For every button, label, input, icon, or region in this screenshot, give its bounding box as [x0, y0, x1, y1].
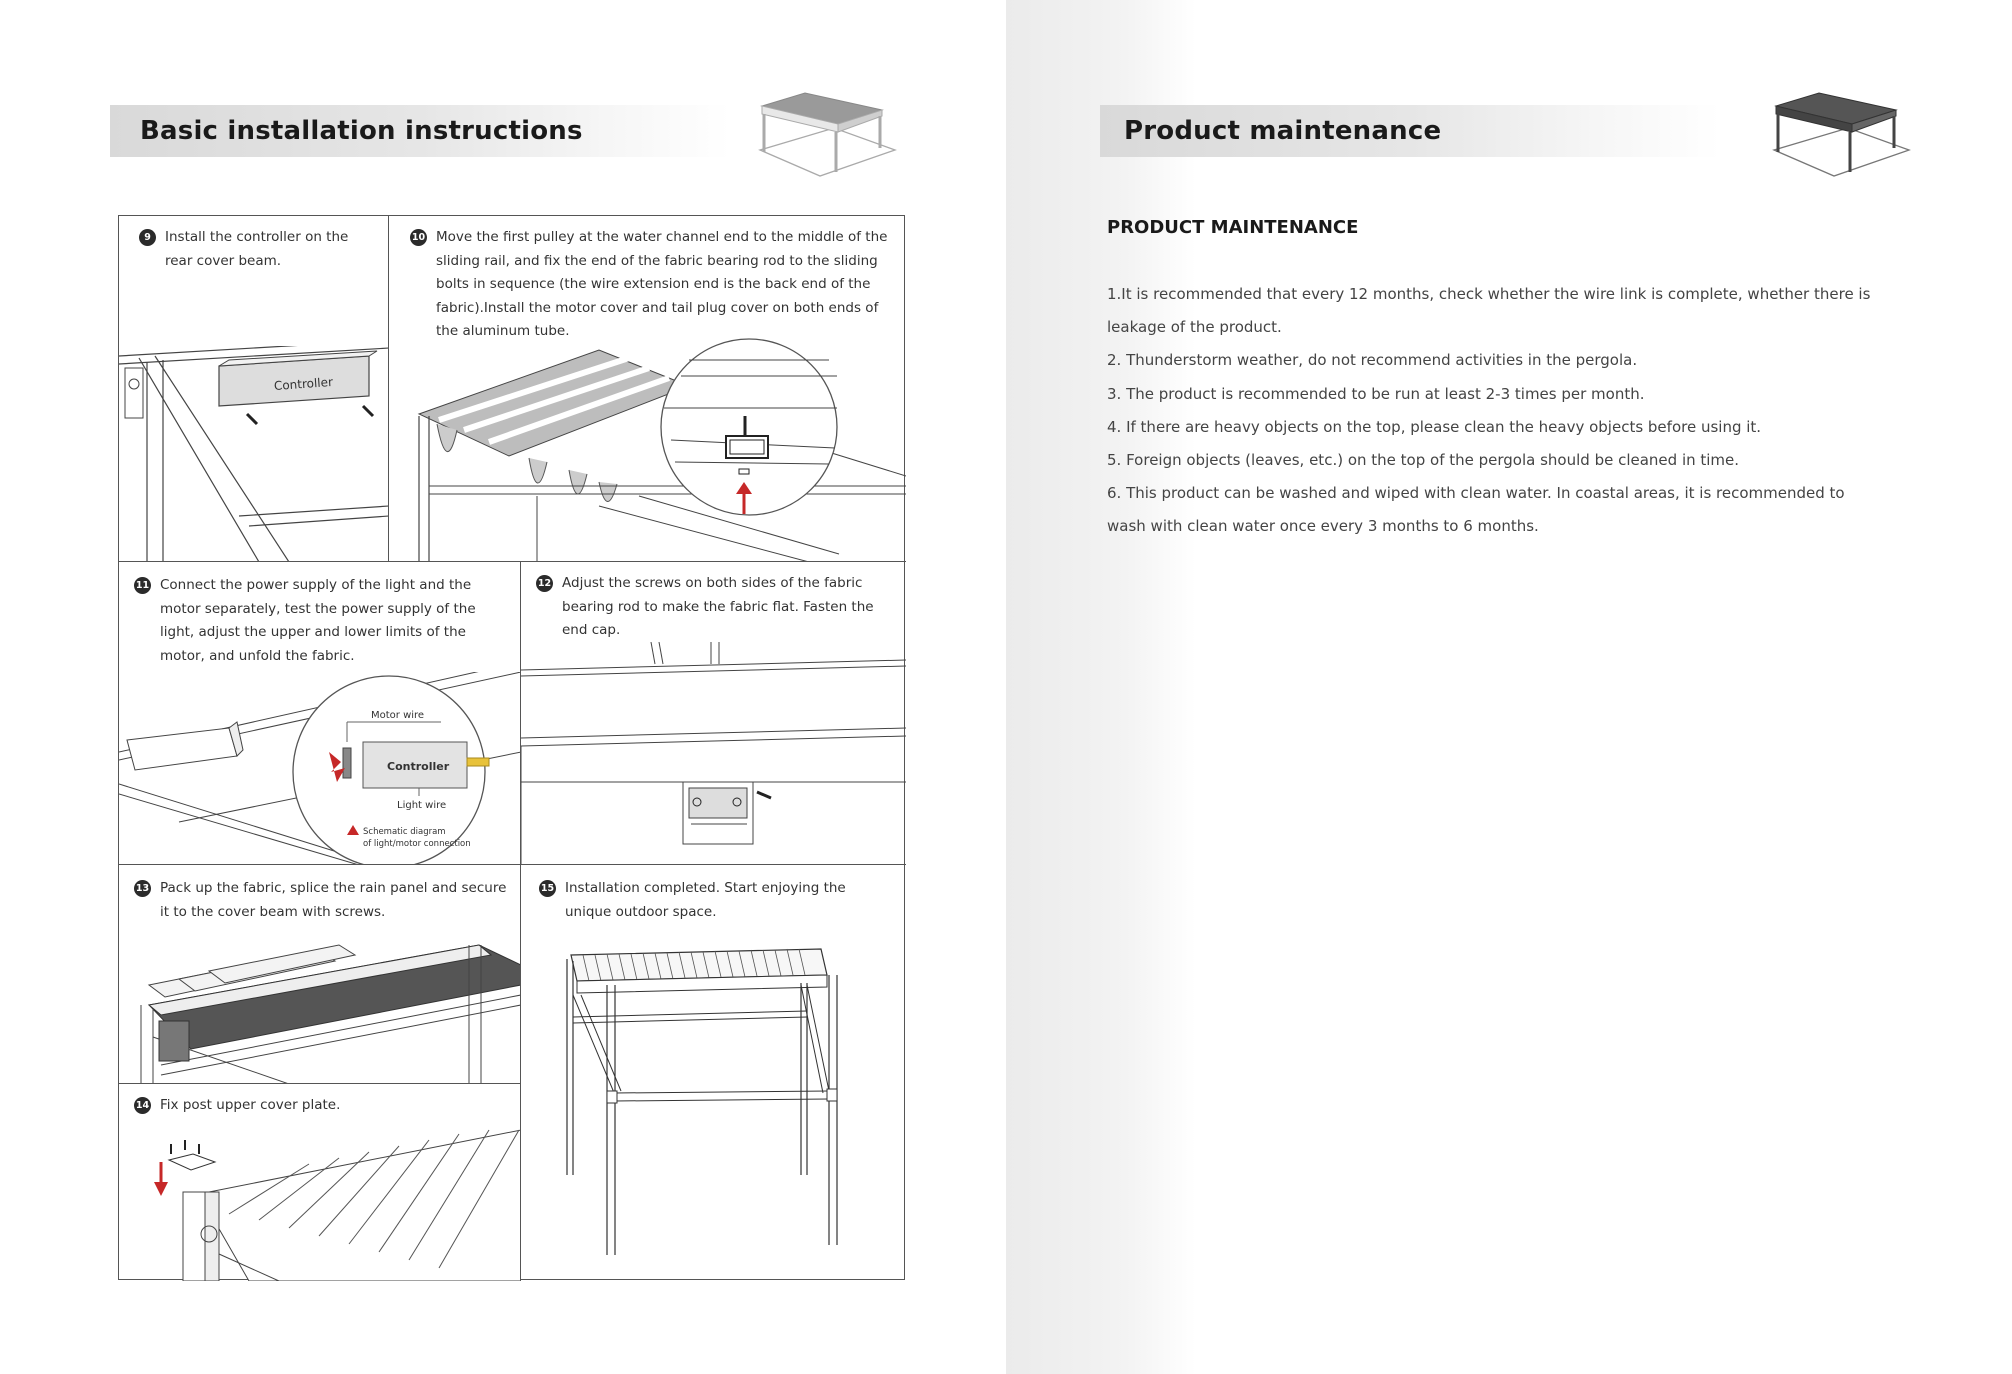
step-13-number: 13: [134, 880, 151, 897]
step-14-number: 14: [134, 1097, 151, 1114]
step-14-text-block: [135, 1094, 510, 1118]
maintenance-item: 5. Foreign objects (leaves, etc.) on the top of the pergola should be cleaned in time.: [1107, 451, 1740, 470]
maintenance-heading: PRODUCT MAINTENANCE: [1107, 217, 1359, 238]
left-header-bar: [110, 105, 730, 157]
step-9-text-block: [144, 226, 375, 273]
step-11-cell: [119, 562, 521, 865]
step-12-number: 12: [536, 575, 553, 592]
step-11-number: 11: [134, 577, 151, 594]
step-9-number: 9: [139, 229, 156, 246]
pergola-dark-icon: [1764, 88, 1914, 192]
controller-label-9: Controller: [273, 374, 334, 394]
step-10-text: Move the first pulley at the water channel end to the middle of the sliding rail, and fix the end of the fabric bearing rod to the sliding bolts in sequence (the wire extension end is the back end of the fabric).Install the motor cover and tail plug cover on both ends of the aluminum tube.: [436, 229, 888, 339]
step-12-text-block: [537, 572, 892, 643]
step-10-number: 10: [410, 229, 427, 246]
maintenance-item: 3. The product is recommended to be run at least 2-3 times per month.: [1107, 384, 1645, 403]
schematic-label-2: of light/motor connection: [363, 839, 471, 849]
motor-wire-label: Motor wire: [371, 710, 425, 721]
light-wire-label: Light wire: [397, 800, 447, 811]
fabric-flat-illustration: [521, 642, 906, 865]
controller-mount-illustration: [119, 346, 389, 562]
step-11-text-block: [135, 574, 510, 668]
maintenance-item: 2. Thunderstorm weather, do not recommend activities in the pergola.: [1107, 351, 1638, 370]
step-11-text: Connect the power supply of the light and the motor separately, test the power supply of the light, adjust the upper and lower limits of the motor, and unfold the fabric.: [160, 577, 476, 664]
pergola-icon: [750, 88, 900, 192]
right-page-title: Product maintenance: [1124, 116, 1442, 146]
pulley-fabric-illustration: [389, 336, 906, 562]
step-9-cell: [119, 216, 389, 562]
instruction-grid: [118, 215, 905, 1280]
maintenance-item: 1.It is recommended that every 12 months, check whether the wire link is complete, whether there is leakage of the product.: [1107, 285, 1871, 337]
left-page-title: Basic installation instructions: [140, 116, 583, 146]
right-page: [1006, 0, 2012, 1374]
step-10-text-block: [411, 226, 896, 344]
rain-panel-illustration: [119, 925, 521, 1084]
post-cover-illustration: [119, 1124, 521, 1281]
step-14-cell: [119, 1084, 521, 1281]
step-9-text: Install the controller on the rear cover beam.: [165, 229, 349, 269]
wiring-illustration: [119, 672, 521, 865]
step-15-text: Installation completed. Start enjoying the unique outdoor space.: [565, 880, 846, 920]
step-10-cell: [389, 216, 906, 562]
step-15-cell: [521, 865, 906, 1281]
step-15-number: 15: [539, 880, 556, 897]
step-12-text: Adjust the screws on both sides of the fabric bearing rod to make the fabric flat. Fasten the end cap.: [562, 575, 874, 638]
controller-label-11: Controller: [387, 760, 450, 773]
step-13-text: Pack up the fabric, splice the rain panel and secure it to the cover beam with screws.: [160, 880, 507, 920]
step-13-text-block: [135, 877, 510, 924]
maintenance-item: 6. This product can be washed and wiped with clean water. In coastal areas, it is recommended to wash with clean water once every 3 months to 6 months.: [1107, 484, 1845, 536]
maintenance-item: 4. If there are heavy objects on the top, please clean the heavy objects before using it.: [1107, 417, 1762, 436]
completed-pergola-illustration: [561, 945, 881, 1265]
right-header-bar: [1100, 105, 1720, 157]
step-13-cell: [119, 865, 521, 1084]
schematic-label-1: Schematic diagram: [363, 827, 446, 837]
maintenance-list: [1107, 278, 1879, 544]
step-14-text: Fix post upper cover plate.: [160, 1097, 341, 1113]
step-12-cell: [521, 562, 906, 865]
step-15-text-block: [540, 877, 895, 924]
